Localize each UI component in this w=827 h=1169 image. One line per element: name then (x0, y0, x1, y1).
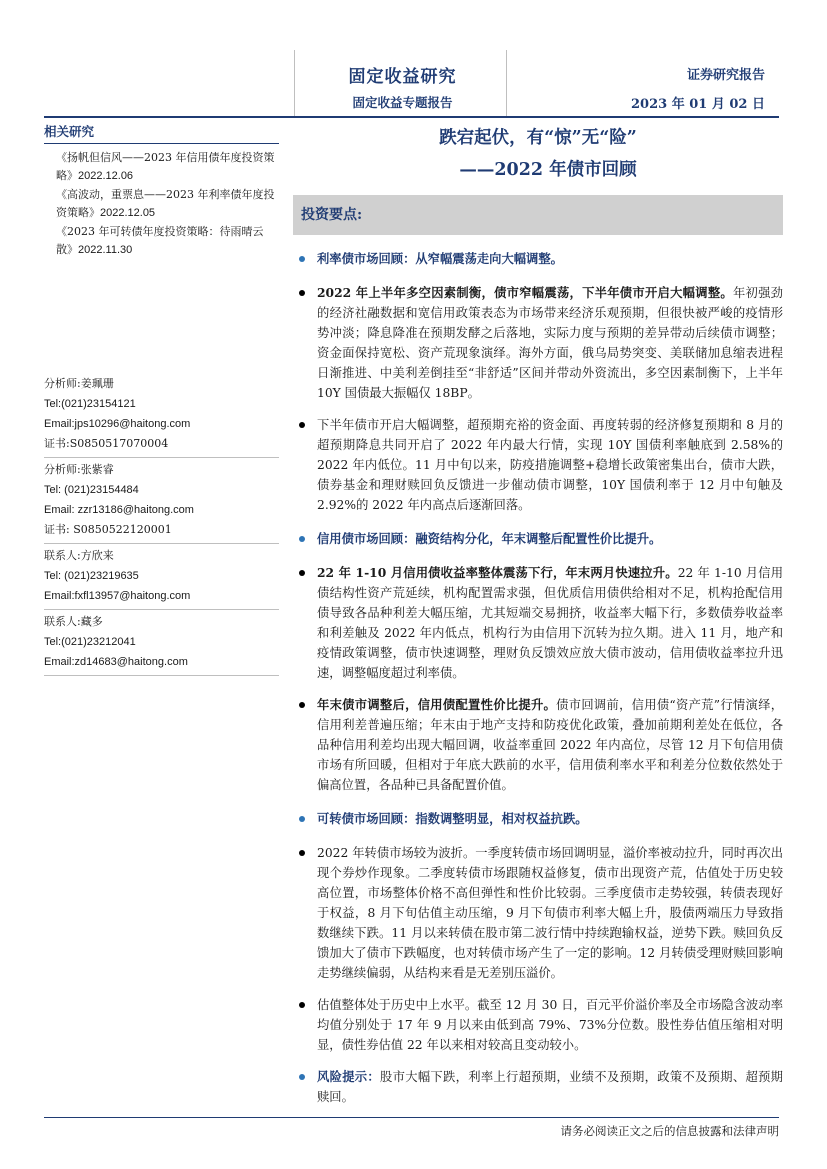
paragraph-lead: 2022 年上半年多空因素制衡，债市窄幅震荡，下半年债市开启大幅调整。 (317, 285, 733, 300)
related-item-name: 《扬帆但信风——2023 年信用债年度投资策略》 (56, 151, 275, 182)
paragraph-lead: 年末债市调整后，信用债配置性价比提升。 (317, 697, 557, 712)
header-divider-right (506, 50, 507, 116)
paragraph-credit-1 (293, 563, 783, 683)
paragraph-body: 下半年债市开启大幅调整，超预期充裕的资金面、再度转弱的经济修复预期和 8 月的超预期降息共同开启了 2022 年内最大行情，实现 10Y 国债利率触底到 2.58%的 2022 年内低位。11 月中旬以来，防疫措施调整+稳增长政策密集出台，债市大跌，债券基金和理财赎回负反馈进一步催动债市调整，10Y 国债利率于 12 月中旬触及 2.92%的 2022 年内高点后逐渐回落。 (317, 418, 783, 512)
section-heading-credit: 信用债市场回顾：融资结构分化，年末调整后配置性价比提升。 (293, 529, 783, 549)
report-type: 证券研究报告 (686, 68, 765, 83)
paragraph-lead: 22 年 1-10 月信用债收益率整体震荡下行，年末两月快速拉升。 (317, 565, 678, 580)
paragraph-convertible-1 (293, 843, 783, 983)
analyst-cert: 证书: S0850522120001 (44, 523, 172, 536)
related-item-date: 2022.12.06 (78, 170, 134, 182)
analyst-tel: Tel:(021)23154121 (44, 398, 136, 410)
paragraph-rates-h1 (293, 283, 783, 403)
related-item[interactable] (44, 223, 279, 259)
related-item[interactable] (44, 186, 279, 222)
page-header (0, 0, 827, 118)
related-research-title: 相关研究 (44, 122, 279, 144)
analyst-email[interactable]: Email:jps10296@haitong.com (44, 418, 191, 430)
key-points-box (293, 195, 783, 235)
disclaimer-text: 请务必阅读正文之后的信息披露和法律声明 (560, 1124, 779, 1138)
risk-label: 风险提示： (317, 1069, 381, 1084)
analyst-name: 分析师:张紫睿 (44, 463, 114, 476)
paragraph-body: 估值整体处于历史中上水平。截至 12 月 30 日，百元平价溢价率及全市场隐含波动率均值分别处于 17 年 9 月以来由低到高 79%、73%分位数。股性券估值压缩相对明显，债性券估值 22 年以来相对较高且变动较小。 (317, 998, 783, 1052)
header-rule (44, 116, 779, 118)
section-heading-rates: 利率债市场回顾：从窄幅震荡走向大幅调整。 (293, 249, 783, 269)
report-date: 2023 年 01 月 02 日 (631, 97, 765, 112)
risk-warning (293, 1067, 783, 1107)
paragraph-convertible-2 (293, 995, 783, 1055)
related-research (44, 122, 279, 260)
related-item-name: 《2023 年可转债年度投资策略：待雨晴云散》 (56, 225, 264, 256)
related-item-date: 2022.12.05 (100, 207, 156, 219)
main-content (293, 122, 783, 1107)
paragraph-rates-h2 (293, 415, 783, 515)
related-item-name: 《高波动，重票息——2023 年利率债年度投资策略》 (56, 188, 275, 219)
analyst-list (44, 372, 279, 676)
section-heading-convertible: 可转债市场回顾：指数调整明显，相对权益抗跌。 (293, 809, 783, 829)
contact-card (44, 610, 279, 676)
contact-card (44, 544, 279, 610)
contact-name: 联系人:藏多 (44, 615, 103, 628)
document-subtitle: ——2022 年债市回顾 (459, 160, 637, 180)
header-divider-left (294, 50, 295, 116)
document-title: 跌宕起伏，有“惊”无“险” (439, 128, 637, 148)
analyst-card (44, 458, 279, 544)
header-title: 固定收益研究 (348, 67, 457, 87)
analyst-cert: 证书:S0850517070004 (44, 437, 169, 450)
contact-tel: Tel:(021)23212041 (44, 636, 136, 648)
page-footer (44, 1117, 779, 1138)
related-item[interactable] (44, 149, 279, 185)
analyst-card (44, 372, 279, 458)
contact-tel: Tel: (021)23219635 (44, 570, 139, 582)
analyst-name: 分析师:姜珮珊 (44, 377, 114, 390)
related-item-date: 2022.11.30 (78, 244, 133, 256)
paragraph-body: 2022 年转债市场较为波折。一季度转债市场回调明显，溢价率被动拉升，同时再次出现个券炒作现象。二季度转债市场跟随权益修复，债市出现资产荒，估值处于历史较高位置，市场整体价格不高但弹性和性价比较弱。三季度债市走势较强，转债表现好于权益，8 月下旬估值主动压缩，9 月下旬债市利率大幅上升，股债两端压力导致指数继续下跌。11 月以来转债在股市第二波行情中持续跑输权益，逆势下跌。赎回负反馈加大了债市下跌幅度，也对转债市场产生了一定的影响。12 月转债受理财赎回影响走势继续偏弱，从结构来看是无差别压溢价。 (317, 846, 783, 980)
paragraph-body: 年初强劲的经济社融数据和宽信用政策表态为市场带来经济乐观预期，但很快被严峻的疫情形势冲淡；降息降准在预期发酵之后落地，实际力度与预期的差异带动后续债市调整；资金面保持宽松、资产荒现象演绎。海外方面，俄乌局势突变、美联储加息缩表进程日渐推进、中美利差倒挂至“非舒适”区间并带动外资流出，多空因素制衡下，上半年 10Y 国债最大振幅仅 18BP。 (317, 286, 783, 400)
contact-email[interactable]: Email:zd14683@haitong.com (44, 656, 188, 668)
header-subtitle: 固定收益专题报告 (352, 95, 453, 110)
contact-email[interactable]: Email:fxfl13957@haitong.com (44, 590, 191, 602)
analyst-tel: Tel: (021)23154484 (44, 484, 139, 496)
risk-text: 股市大幅下跌，利率上行超预期，业绩不及预期，政策不及预期、超预期赎回。 (317, 1070, 783, 1104)
analyst-email[interactable]: Email: zzr13186@haitong.com (44, 504, 194, 516)
paragraph-body: 22 年 1-10 月信用债结构性资产荒延续，机构配置需求强，但优质信用债供给相对不足，机构抢配信用债导致各品种利差大幅压缩，尤其短端交易拥挤，收益率大幅下行，多数债券收益率和利差触及 2022 年内低点，机构行为由信用下沉转为拉久期。进入 11 月，地产和疫情政策调整，债市快速调整，理财负反馈效应放大债市波动，信用债收益率拉升迅速，调整幅度超过利率债。 (317, 566, 784, 680)
paragraph-body: 债市回调前，信用债“资产荒”行情演绎，信用利差普遍压缩；年末由于地产支持和防疫优化政策，叠加前期利差处在低位，各品种信用利差均出现大幅回调，收益率重回 2022 年内高位，尽管 12 月下旬信用债市场有所回暖，但相对于年底大跌前的水平，信用债利率水平和利差分位数依然处于偏高位置，各品种已具备配置价值。 (317, 698, 783, 792)
key-points-title: 投资要点: (301, 207, 363, 223)
paragraph-credit-2 (293, 695, 783, 795)
contact-name: 联系人:方欣来 (44, 549, 114, 562)
